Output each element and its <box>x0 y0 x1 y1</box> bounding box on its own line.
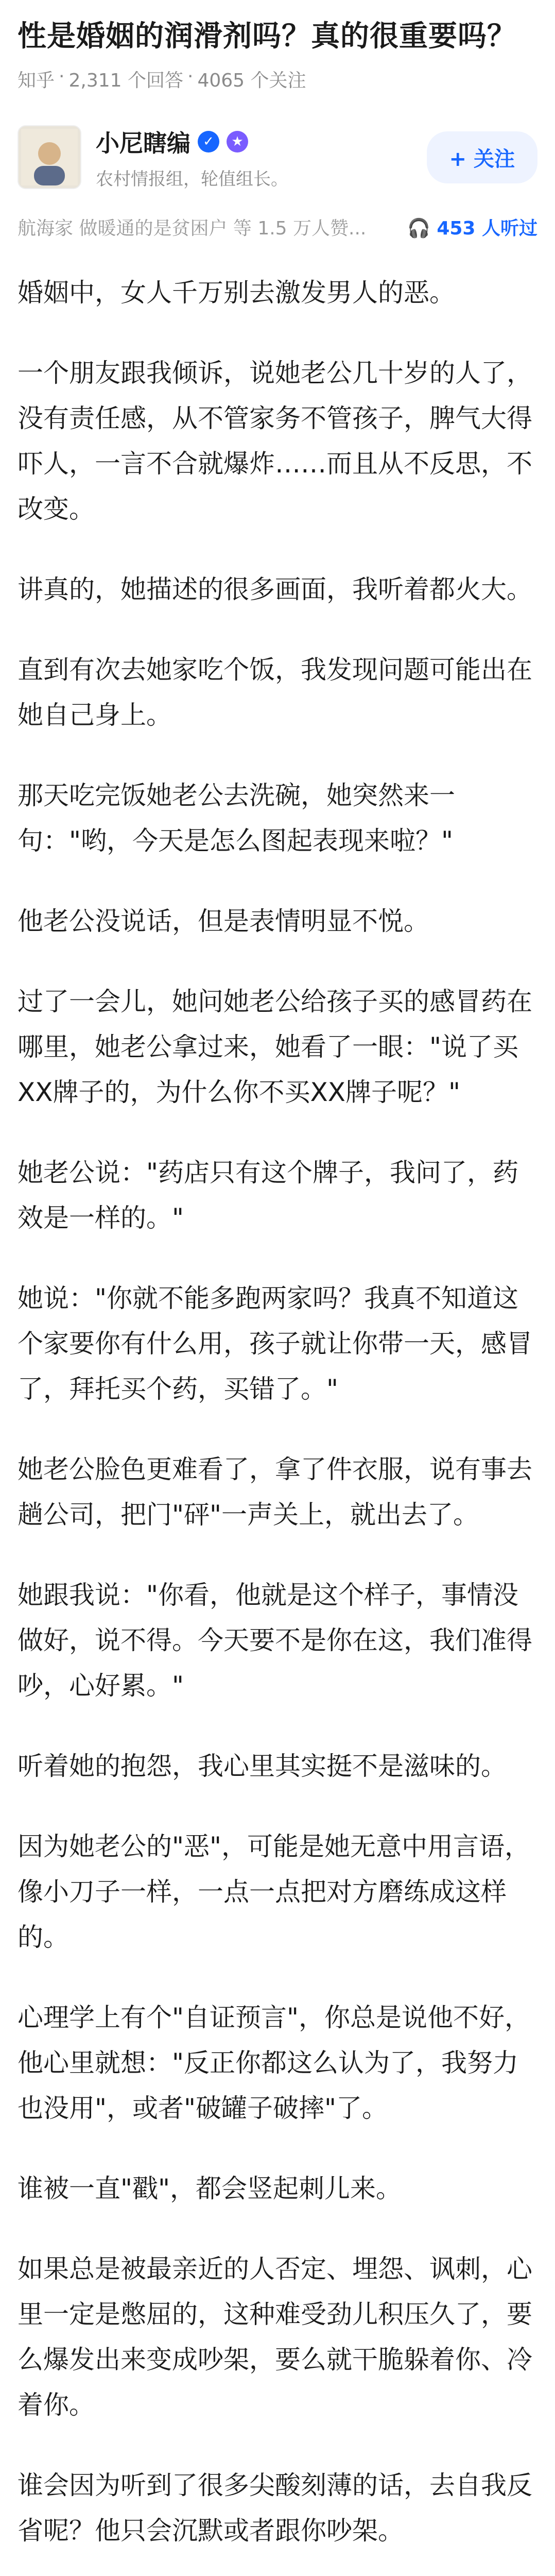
answer-paragraph: 如果总是被最亲近的人否定、埋怨、讽刺，心里一定是憋屈的，这种难受劲儿积压久了，要么爆发出来变成吵架，要么就干脆躲着你、冷着你。 <box>18 2254 532 2420</box>
question-meta: 知乎 · 2,311 个回答 · 4065 个关注 <box>18 66 306 91</box>
verified-icon: ✓ <box>198 131 219 152</box>
author-desc: 农村情报组，轮值组长。 <box>96 168 288 190</box>
author-name[interactable]: 小尼瞎编 <box>96 129 190 157</box>
endorsement-text[interactable]: 航海家 做暖通的是贫困户 等 1.5 万人赞... <box>18 218 367 239</box>
listen-count[interactable]: 🎧 453 人听过 <box>407 218 537 239</box>
answer-paragraph: 心理学上有个"自证预言"，你总是说他不好，他心里就想："反正你都这么认为了，我努力也没用"，或者"破罐子破摔"了。 <box>18 2003 530 2123</box>
answer-content <box>18 252 537 2576</box>
answer-count[interactable]: 2,311 个回答 <box>68 70 183 91</box>
question-title[interactable]: 性是婚姻的润滑剂吗？真的很重要吗？ <box>18 20 516 53</box>
headphones-icon: 🎧 <box>407 218 430 239</box>
answer-paragraph: 过了一会儿，她问她老公给孩子买的感冒药在哪里，她老公拿过来，她看了一眼："说了买XX牌子的，为什么你不买XX牌子呢？" <box>18 987 532 1107</box>
answer-paragraph: 谁会因为听到了很多尖酸刻薄的话，去自我反省呢？他只会沉默或者跟你吵架。 <box>18 2470 532 2546</box>
author-row <box>18 121 537 193</box>
endorsement-row <box>18 214 537 240</box>
follow-button[interactable]: + 关注 <box>427 131 537 183</box>
answer-paragraph: 一个朋友跟我倾诉，说她老公几十岁的人了，没有责任感，从不管家务不管孩子，脾气大得吓人，一言不合就爆炸……而且从不反思，不改变。 <box>18 358 532 524</box>
follow-count: 4065 个关注 <box>197 70 306 91</box>
answer-paragraph: 那天吃完饭她老公去洗碗，她突然来一句："哟，今天是怎么图起表现来啦？" <box>18 781 455 856</box>
answer-paragraph: 她老公说："药店只有这个牌子，我问了，药效是一样的。" <box>18 1158 518 1233</box>
answer-paragraph: 谁被一直"戳"，都会竖起刺儿来。 <box>18 2174 402 2204</box>
answer-paragraph: 直到有次去她家吃个饭，我发现问题可能出在她自己身上。 <box>18 655 532 730</box>
avatar[interactable] <box>18 125 81 189</box>
answer-paragraph: 听着她的抱怨，我心里其实挺不是滋味的。 <box>18 1751 507 1781</box>
avatar-image <box>21 129 78 185</box>
answer-paragraph: 她跟我说："你看，他就是这个样子，事情没做好，说不得。今天要不是你在这，我们准得吵，心好累。" <box>18 1580 532 1701</box>
answer-paragraph: 讲真的，她描述的很多画面，我听着都火大。 <box>18 574 532 604</box>
answer-paragraph: 他老公没说话，但是表情明显不悦。 <box>18 906 429 936</box>
answer-paragraph: 因为她老公的"恶"，可能是她无意中用言语，像小刀子一样，一点一点把对方磨练成这样的。 <box>18 1832 530 1952</box>
creator-badge-icon: ★ <box>227 131 248 152</box>
source-label: 知乎 <box>18 70 55 91</box>
answer-paragraph: 婚姻中，女人千万别去激发男人的恶。 <box>18 278 455 308</box>
answer-paragraph <box>18 2571 537 2576</box>
answer-paragraph: 她老公脸色更难看了，拿了件衣服，说有事去趟公司，把门"砰"一声关上，就出去了。 <box>18 1454 532 1530</box>
answer-paragraph: 她说："你就不能多跑两家吗？我真不知道这个家要你有什么用，孩子就让你带一天，感冒了，拜托买个药，买错了。" <box>18 1283 532 1404</box>
